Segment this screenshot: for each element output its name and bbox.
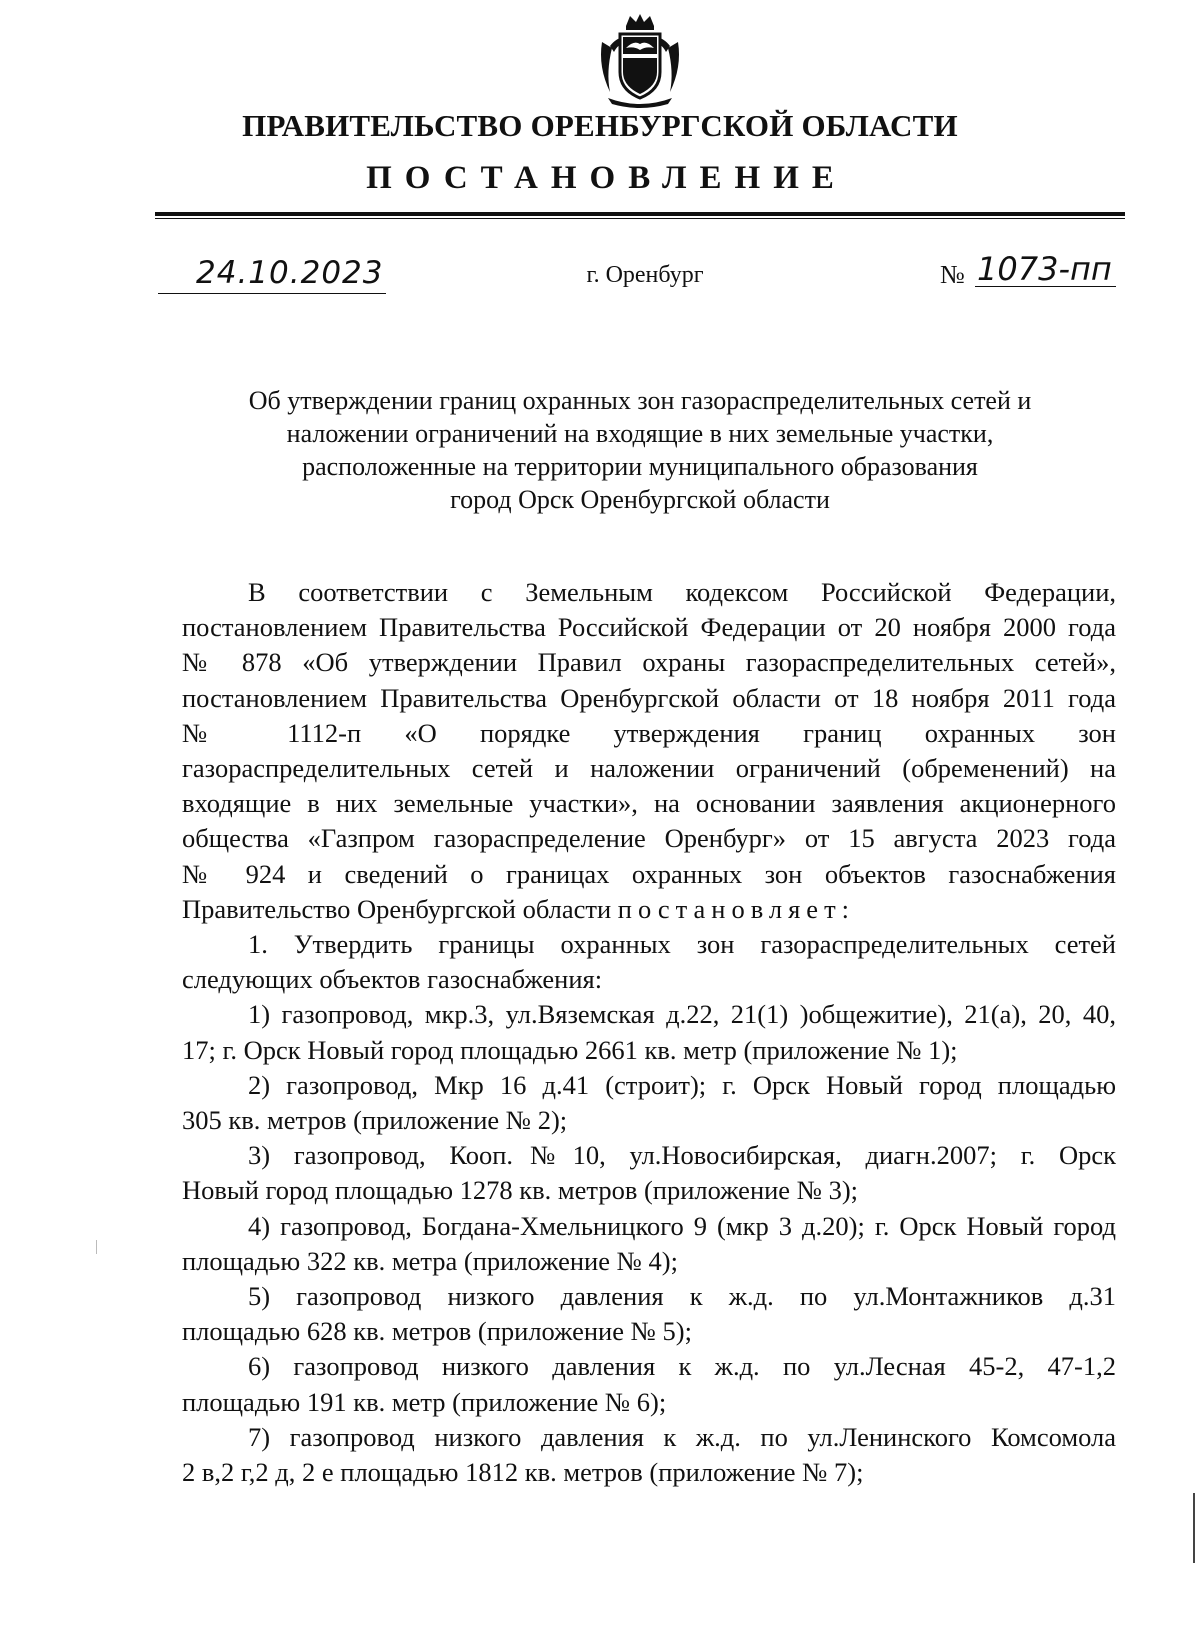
body-line: 5) газопровод низкого давления к ж.д. по ул.Монтажников д.31 bbox=[248, 1281, 1116, 1312]
list-item bbox=[182, 1420, 1116, 1490]
body-line: площадью 191 кв. метр (приложение № 6); bbox=[182, 1386, 667, 1417]
document-body bbox=[182, 575, 1116, 1490]
subject-line: наложении ограничений на входящие в них земельные участки, bbox=[286, 419, 994, 448]
date-field bbox=[158, 257, 386, 294]
document-subject bbox=[170, 384, 1110, 516]
item-1-paragraph bbox=[182, 927, 1116, 997]
subject-line: Об утверждении границ охранных зон газораспределительных сетей и bbox=[248, 386, 1032, 415]
document-date: 24.10.2023 bbox=[196, 255, 384, 291]
body-line bbox=[182, 892, 1116, 927]
body-line: общества «Газпром газораспределение Оренбург» от 15 августа 2023 года bbox=[182, 823, 1116, 854]
scan-artifact bbox=[96, 1240, 97, 1254]
subject-line: расположенные на территории муниципального образования bbox=[302, 452, 978, 481]
coat-of-arms-icon bbox=[596, 12, 684, 112]
body-line: площадью 322 кв. метра (приложение № 4); bbox=[182, 1245, 678, 1276]
body-line: В соответствии с Земельным кодексом Российской Федерации, bbox=[248, 577, 1116, 607]
decree-verb: постановляет: bbox=[617, 893, 856, 924]
government-title: ПРАВИТЕЛЬСТВО ОРЕНБУРГСКОЙ ОБЛАСТИ bbox=[242, 108, 958, 143]
body-line: 305 кв. метров (приложение № 2); bbox=[182, 1105, 568, 1136]
body-line: 2) газопровод, Мкр 16 д.41 (строит); г. Орск Новый город площадью bbox=[248, 1069, 1116, 1100]
list-item bbox=[182, 1279, 1116, 1349]
body-line: 17; г. Орск Новый город площадью 2661 кв. метр (приложение № 1); bbox=[182, 1034, 958, 1065]
body-line: постановлением Правительства Оренбургской области от 18 ноября 2011 года bbox=[182, 682, 1116, 713]
body-line: следующих объектов газоснабжения: bbox=[182, 964, 603, 995]
list-item bbox=[182, 1068, 1116, 1138]
subject-line: город Орск Оренбургской области bbox=[450, 485, 830, 514]
header-divider bbox=[155, 212, 1125, 216]
list-item bbox=[182, 1349, 1116, 1419]
document-type: ПОСТАНОВЛЕНИЕ bbox=[366, 160, 847, 196]
body-line: 1. Утвердить границы охранных зон газораспределительных сетей bbox=[248, 929, 1116, 960]
body-line: 7) газопровод низкого давления к ж.д. по ул.Ленинского Комсомола bbox=[248, 1421, 1116, 1452]
body-line: постановлением Правительства Российской Федерации от 20 ноября 2000 года bbox=[182, 612, 1116, 643]
body-line: входящие в них земельные участки», на основании заявления акционерного bbox=[182, 788, 1116, 819]
header-divider-thin bbox=[155, 218, 1125, 219]
document-city: г. Оренбург bbox=[586, 262, 704, 288]
body-line: № 1112-п «О порядке утверждения границ охранных зон bbox=[182, 717, 1116, 748]
body-line: газораспределительных сетей и наложении ограничений (обременений) на bbox=[182, 753, 1116, 784]
number-label: № bbox=[940, 260, 965, 289]
body-line: Новый город площадью 1278 кв. метров (приложение № 3); bbox=[182, 1175, 859, 1206]
body-line: № 878 «Об утверждении Правил охраны газораспределительных сетей», bbox=[182, 647, 1116, 678]
body-line: 1) газопровод, мкр.3, ул.Вяземская д.22, 21(1) )общежитие), 21(а), 20, 40, bbox=[248, 999, 1116, 1030]
body-line: 4) газопровод, Богдана-Хмельницкого 9 (мкр 3 д.20); г. Орск Новый город bbox=[248, 1210, 1116, 1241]
list-item bbox=[182, 997, 1116, 1067]
body-line: 2 в,2 г,2 д, 2 е площадью 1812 кв. метров (приложение № 7); bbox=[182, 1457, 864, 1488]
body-line: 3) газопровод, Кооп.№10, ул.Новосибирская, диагн.2007; г. Орск bbox=[248, 1140, 1116, 1171]
list-item bbox=[182, 1209, 1116, 1279]
document-number: 1073-пп bbox=[975, 252, 1116, 287]
body-line: площадью 628 кв. метров (приложение № 5); bbox=[182, 1316, 692, 1347]
decree-authority: Правительство Оренбургской области bbox=[182, 893, 612, 924]
scan-edge-mark bbox=[1193, 1493, 1195, 1563]
preamble-paragraph bbox=[182, 575, 1116, 927]
body-line: № 924 и сведений о границах охранных зон объектов газоснабжения bbox=[182, 858, 1116, 889]
list-item bbox=[182, 1138, 1116, 1208]
body-line: 6) газопровод низкого давления к ж.д. по ул.Лесная 45-2, 47-1,2 bbox=[248, 1351, 1116, 1382]
